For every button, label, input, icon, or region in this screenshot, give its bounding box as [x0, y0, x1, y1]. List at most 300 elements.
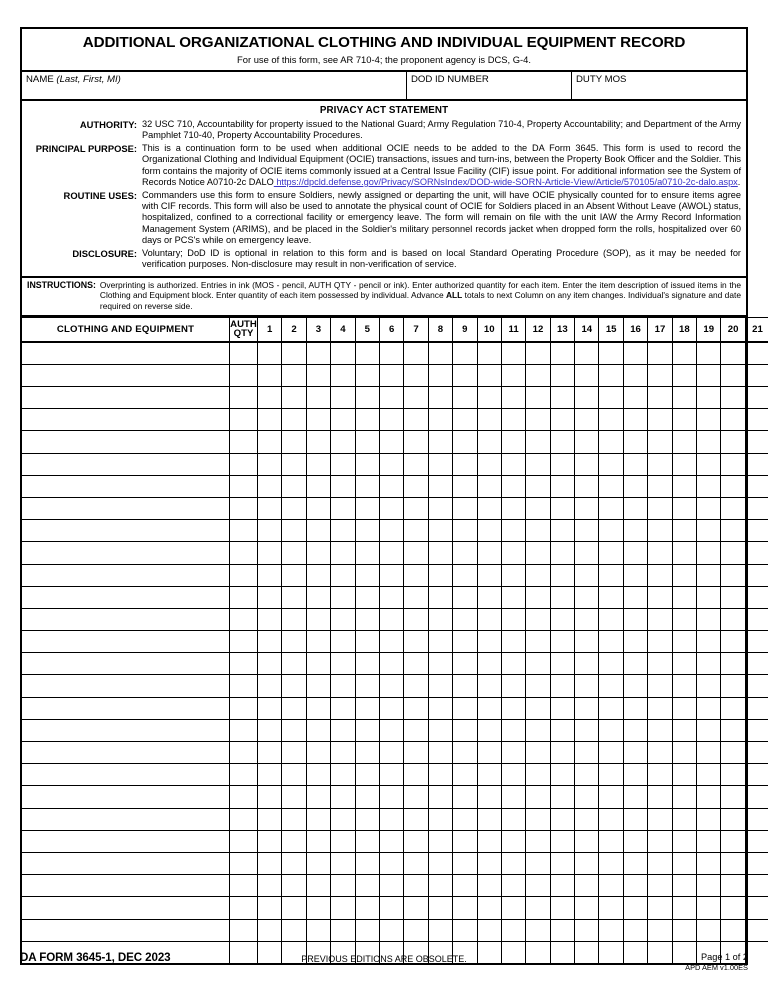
cell-column-8[interactable]: [428, 542, 452, 564]
cell-column-3[interactable]: [306, 497, 330, 519]
cell-column-16[interactable]: [623, 342, 647, 365]
cell-item-description[interactable]: [22, 675, 230, 697]
cell-column-6[interactable]: [379, 631, 403, 653]
cell-column-4[interactable]: [331, 564, 355, 586]
cell-column-12[interactable]: [526, 675, 550, 697]
cell-column-1[interactable]: [258, 497, 282, 519]
cell-column-21[interactable]: [745, 631, 768, 653]
cell-column-19[interactable]: [697, 453, 721, 475]
cell-column-4[interactable]: [331, 719, 355, 741]
cell-column-8[interactable]: [428, 364, 452, 386]
cell-column-7[interactable]: [404, 830, 428, 852]
cell-column-11[interactable]: [501, 786, 525, 808]
cell-column-12[interactable]: [526, 764, 550, 786]
table-row[interactable]: [22, 497, 768, 519]
cell-column-3[interactable]: [306, 719, 330, 741]
cell-column-17[interactable]: [648, 564, 672, 586]
cell-column-2[interactable]: [282, 653, 306, 675]
cell-column-10[interactable]: [477, 631, 501, 653]
cell-column-1[interactable]: [258, 475, 282, 497]
cell-column-13[interactable]: [550, 409, 574, 431]
cell-column-17[interactable]: [648, 631, 672, 653]
cell-column-20[interactable]: [721, 475, 745, 497]
table-row[interactable]: [22, 387, 768, 409]
cell-column-14[interactable]: [575, 608, 599, 630]
cell-column-3[interactable]: [306, 830, 330, 852]
cell-column-7[interactable]: [404, 586, 428, 608]
cell-column-13[interactable]: [550, 786, 574, 808]
cell-auth-qty[interactable]: [230, 475, 258, 497]
cell-column-14[interactable]: [575, 808, 599, 830]
cell-column-8[interactable]: [428, 497, 452, 519]
cell-column-9[interactable]: [453, 520, 477, 542]
cell-auth-qty[interactable]: [230, 364, 258, 386]
cell-column-11[interactable]: [501, 830, 525, 852]
cell-column-21[interactable]: [745, 497, 768, 519]
cell-column-8[interactable]: [428, 852, 452, 874]
cell-column-19[interactable]: [697, 586, 721, 608]
cell-auth-qty[interactable]: [230, 653, 258, 675]
cell-column-6[interactable]: [379, 897, 403, 919]
cell-column-9[interactable]: [453, 653, 477, 675]
cell-column-2[interactable]: [282, 453, 306, 475]
cell-column-19[interactable]: [697, 608, 721, 630]
cell-column-6[interactable]: [379, 875, 403, 897]
cell-column-4[interactable]: [331, 631, 355, 653]
cell-column-17[interactable]: [648, 764, 672, 786]
cell-column-2[interactable]: [282, 497, 306, 519]
cell-column-4[interactable]: [331, 875, 355, 897]
cell-column-16[interactable]: [623, 387, 647, 409]
cell-column-17[interactable]: [648, 697, 672, 719]
cell-column-6[interactable]: [379, 742, 403, 764]
cell-column-8[interactable]: [428, 453, 452, 475]
cell-column-9[interactable]: [453, 742, 477, 764]
cell-column-5[interactable]: [355, 475, 379, 497]
cell-column-17[interactable]: [648, 897, 672, 919]
cell-column-8[interactable]: [428, 919, 452, 941]
cell-column-7[interactable]: [404, 608, 428, 630]
cell-column-3[interactable]: [306, 387, 330, 409]
cell-column-3[interactable]: [306, 631, 330, 653]
cell-column-18[interactable]: [672, 742, 696, 764]
cell-column-19[interactable]: [697, 786, 721, 808]
cell-column-21[interactable]: [745, 431, 768, 453]
cell-column-7[interactable]: [404, 875, 428, 897]
cell-auth-qty[interactable]: [230, 852, 258, 874]
cell-column-2[interactable]: [282, 542, 306, 564]
cell-column-8[interactable]: [428, 697, 452, 719]
cell-column-13[interactable]: [550, 431, 574, 453]
cell-item-description[interactable]: [22, 409, 230, 431]
cell-column-19[interactable]: [697, 364, 721, 386]
cell-column-21[interactable]: [745, 608, 768, 630]
cell-column-3[interactable]: [306, 431, 330, 453]
cell-auth-qty[interactable]: [230, 431, 258, 453]
table-row[interactable]: [22, 586, 768, 608]
cell-column-3[interactable]: [306, 364, 330, 386]
cell-item-description[interactable]: [22, 697, 230, 719]
cell-column-8[interactable]: [428, 631, 452, 653]
cell-column-16[interactable]: [623, 852, 647, 874]
cell-column-3[interactable]: [306, 542, 330, 564]
cell-column-8[interactable]: [428, 875, 452, 897]
cell-column-10[interactable]: [477, 520, 501, 542]
cell-item-description[interactable]: [22, 742, 230, 764]
cell-column-4[interactable]: [331, 675, 355, 697]
cell-column-10[interactable]: [477, 364, 501, 386]
cell-column-21[interactable]: [745, 941, 768, 963]
cell-column-14[interactable]: [575, 653, 599, 675]
cell-column-21[interactable]: [745, 675, 768, 697]
cell-column-1[interactable]: [258, 675, 282, 697]
cell-column-14[interactable]: [575, 830, 599, 852]
cell-column-12[interactable]: [526, 342, 550, 365]
cell-column-2[interactable]: [282, 875, 306, 897]
cell-column-4[interactable]: [331, 653, 355, 675]
cell-column-11[interactable]: [501, 364, 525, 386]
table-row[interactable]: [22, 564, 768, 586]
cell-column-9[interactable]: [453, 919, 477, 941]
cell-column-6[interactable]: [379, 808, 403, 830]
cell-auth-qty[interactable]: [230, 542, 258, 564]
cell-column-15[interactable]: [599, 475, 623, 497]
cell-column-10[interactable]: [477, 497, 501, 519]
cell-column-3[interactable]: [306, 520, 330, 542]
cell-column-3[interactable]: [306, 453, 330, 475]
cell-column-5[interactable]: [355, 653, 379, 675]
cell-column-5[interactable]: [355, 852, 379, 874]
cell-column-6[interactable]: [379, 497, 403, 519]
cell-column-19[interactable]: [697, 631, 721, 653]
cell-column-19[interactable]: [697, 409, 721, 431]
cell-item-description[interactable]: [22, 875, 230, 897]
cell-column-14[interactable]: [575, 387, 599, 409]
cell-column-21[interactable]: [745, 364, 768, 386]
cell-column-17[interactable]: [648, 453, 672, 475]
cell-item-description[interactable]: [22, 342, 230, 365]
cell-column-11[interactable]: [501, 808, 525, 830]
cell-column-1[interactable]: [258, 830, 282, 852]
cell-column-21[interactable]: [745, 564, 768, 586]
cell-column-11[interactable]: [501, 520, 525, 542]
cell-column-1[interactable]: [258, 564, 282, 586]
cell-column-7[interactable]: [404, 742, 428, 764]
table-row[interactable]: [22, 675, 768, 697]
cell-column-2[interactable]: [282, 852, 306, 874]
cell-item-description[interactable]: [22, 431, 230, 453]
cell-column-15[interactable]: [599, 897, 623, 919]
cell-column-15[interactable]: [599, 697, 623, 719]
cell-column-16[interactable]: [623, 719, 647, 741]
cell-column-9[interactable]: [453, 586, 477, 608]
cell-column-4[interactable]: [331, 897, 355, 919]
cell-column-16[interactable]: [623, 497, 647, 519]
cell-column-10[interactable]: [477, 897, 501, 919]
cell-column-16[interactable]: [623, 653, 647, 675]
cell-column-10[interactable]: [477, 742, 501, 764]
cell-column-9[interactable]: [453, 497, 477, 519]
table-row[interactable]: [22, 875, 768, 897]
cell-column-12[interactable]: [526, 742, 550, 764]
cell-column-10[interactable]: [477, 764, 501, 786]
table-row[interactable]: [22, 653, 768, 675]
cell-column-11[interactable]: [501, 387, 525, 409]
cell-column-2[interactable]: [282, 409, 306, 431]
cell-column-7[interactable]: [404, 675, 428, 697]
cell-auth-qty[interactable]: [230, 897, 258, 919]
cell-column-3[interactable]: [306, 742, 330, 764]
cell-column-20[interactable]: [721, 919, 745, 941]
cell-column-19[interactable]: [697, 475, 721, 497]
cell-column-9[interactable]: [453, 852, 477, 874]
cell-auth-qty[interactable]: [230, 919, 258, 941]
cell-column-11[interactable]: [501, 852, 525, 874]
cell-column-17[interactable]: [648, 497, 672, 519]
cell-column-10[interactable]: [477, 852, 501, 874]
cell-column-4[interactable]: [331, 764, 355, 786]
cell-column-1[interactable]: [258, 409, 282, 431]
cell-auth-qty[interactable]: [230, 453, 258, 475]
cell-column-14[interactable]: [575, 786, 599, 808]
cell-column-4[interactable]: [331, 409, 355, 431]
cell-column-15[interactable]: [599, 742, 623, 764]
cell-column-20[interactable]: [721, 520, 745, 542]
cell-column-18[interactable]: [672, 897, 696, 919]
cell-column-20[interactable]: [721, 719, 745, 741]
cell-column-4[interactable]: [331, 453, 355, 475]
cell-column-13[interactable]: [550, 897, 574, 919]
cell-column-6[interactable]: [379, 342, 403, 365]
cell-column-6[interactable]: [379, 852, 403, 874]
cell-column-10[interactable]: [477, 453, 501, 475]
cell-auth-qty[interactable]: [230, 764, 258, 786]
cell-column-7[interactable]: [404, 719, 428, 741]
cell-column-11[interactable]: [501, 764, 525, 786]
cell-column-7[interactable]: [404, 564, 428, 586]
cell-column-9[interactable]: [453, 364, 477, 386]
cell-column-16[interactable]: [623, 586, 647, 608]
cell-column-13[interactable]: [550, 542, 574, 564]
cell-column-20[interactable]: [721, 786, 745, 808]
cell-column-9[interactable]: [453, 830, 477, 852]
cell-column-9[interactable]: [453, 897, 477, 919]
cell-column-20[interactable]: [721, 497, 745, 519]
cell-column-20[interactable]: [721, 608, 745, 630]
cell-column-5[interactable]: [355, 786, 379, 808]
cell-column-15[interactable]: [599, 764, 623, 786]
cell-column-18[interactable]: [672, 453, 696, 475]
cell-column-9[interactable]: [453, 475, 477, 497]
cell-column-3[interactable]: [306, 897, 330, 919]
cell-column-8[interactable]: [428, 520, 452, 542]
cell-column-7[interactable]: [404, 764, 428, 786]
cell-column-2[interactable]: [282, 342, 306, 365]
cell-column-15[interactable]: [599, 675, 623, 697]
cell-column-6[interactable]: [379, 608, 403, 630]
cell-column-13[interactable]: [550, 919, 574, 941]
cell-column-6[interactable]: [379, 919, 403, 941]
cell-column-16[interactable]: [623, 875, 647, 897]
cell-column-17[interactable]: [648, 387, 672, 409]
cell-column-12[interactable]: [526, 564, 550, 586]
cell-column-7[interactable]: [404, 897, 428, 919]
cell-column-11[interactable]: [501, 653, 525, 675]
cell-column-20[interactable]: [721, 852, 745, 874]
cell-column-2[interactable]: [282, 520, 306, 542]
cell-column-6[interactable]: [379, 830, 403, 852]
cell-column-8[interactable]: [428, 586, 452, 608]
cell-column-6[interactable]: [379, 586, 403, 608]
cell-column-3[interactable]: [306, 808, 330, 830]
cell-column-13[interactable]: [550, 520, 574, 542]
cell-column-13[interactable]: [550, 364, 574, 386]
cell-column-14[interactable]: [575, 852, 599, 874]
cell-column-1[interactable]: [258, 786, 282, 808]
cell-column-7[interactable]: [404, 631, 428, 653]
cell-column-21[interactable]: [745, 475, 768, 497]
cell-column-13[interactable]: [550, 697, 574, 719]
cell-column-21[interactable]: [745, 387, 768, 409]
cell-column-5[interactable]: [355, 342, 379, 365]
cell-column-2[interactable]: [282, 697, 306, 719]
cell-column-16[interactable]: [623, 564, 647, 586]
cell-column-2[interactable]: [282, 364, 306, 386]
cell-column-6[interactable]: [379, 431, 403, 453]
cell-column-10[interactable]: [477, 586, 501, 608]
cell-column-17[interactable]: [648, 742, 672, 764]
cell-column-5[interactable]: [355, 364, 379, 386]
cell-column-19[interactable]: [697, 653, 721, 675]
cell-column-12[interactable]: [526, 875, 550, 897]
cell-column-1[interactable]: [258, 586, 282, 608]
cell-column-6[interactable]: [379, 786, 403, 808]
cell-column-16[interactable]: [623, 520, 647, 542]
cell-column-7[interactable]: [404, 542, 428, 564]
cell-column-10[interactable]: [477, 830, 501, 852]
cell-column-11[interactable]: [501, 742, 525, 764]
cell-column-17[interactable]: [648, 653, 672, 675]
cell-column-21[interactable]: [745, 919, 768, 941]
cell-column-1[interactable]: [258, 342, 282, 365]
cell-column-9[interactable]: [453, 453, 477, 475]
cell-column-19[interactable]: [697, 742, 721, 764]
cell-column-19[interactable]: [697, 852, 721, 874]
cell-column-5[interactable]: [355, 742, 379, 764]
cell-column-8[interactable]: [428, 564, 452, 586]
cell-column-20[interactable]: [721, 364, 745, 386]
cell-column-12[interactable]: [526, 542, 550, 564]
cell-column-13[interactable]: [550, 830, 574, 852]
cell-column-20[interactable]: [721, 697, 745, 719]
cell-column-8[interactable]: [428, 431, 452, 453]
cell-column-20[interactable]: [721, 675, 745, 697]
cell-column-2[interactable]: [282, 564, 306, 586]
cell-column-7[interactable]: [404, 808, 428, 830]
cell-column-16[interactable]: [623, 631, 647, 653]
cell-column-11[interactable]: [501, 875, 525, 897]
cell-column-6[interactable]: [379, 475, 403, 497]
cell-column-15[interactable]: [599, 608, 623, 630]
cell-column-8[interactable]: [428, 830, 452, 852]
cell-column-2[interactable]: [282, 719, 306, 741]
cell-column-13[interactable]: [550, 742, 574, 764]
cell-column-21[interactable]: [745, 764, 768, 786]
table-row[interactable]: [22, 808, 768, 830]
cell-column-3[interactable]: [306, 675, 330, 697]
cell-column-14[interactable]: [575, 764, 599, 786]
cell-column-16[interactable]: [623, 475, 647, 497]
table-row[interactable]: [22, 742, 768, 764]
cell-column-14[interactable]: [575, 631, 599, 653]
cell-column-15[interactable]: [599, 387, 623, 409]
cell-column-16[interactable]: [623, 742, 647, 764]
cell-column-17[interactable]: [648, 586, 672, 608]
cell-column-12[interactable]: [526, 697, 550, 719]
cell-column-15[interactable]: [599, 564, 623, 586]
cell-column-12[interactable]: [526, 919, 550, 941]
cell-column-20[interactable]: [721, 542, 745, 564]
cell-column-21[interactable]: [745, 453, 768, 475]
cell-column-21[interactable]: [745, 653, 768, 675]
cell-column-20[interactable]: [721, 742, 745, 764]
cell-column-8[interactable]: [428, 675, 452, 697]
cell-column-16[interactable]: [623, 542, 647, 564]
cell-column-1[interactable]: [258, 719, 282, 741]
cell-column-6[interactable]: [379, 364, 403, 386]
cell-column-9[interactable]: [453, 808, 477, 830]
cell-column-5[interactable]: [355, 830, 379, 852]
cell-column-14[interactable]: [575, 875, 599, 897]
cell-column-16[interactable]: [623, 786, 647, 808]
cell-column-1[interactable]: [258, 852, 282, 874]
cell-column-13[interactable]: [550, 764, 574, 786]
cell-column-12[interactable]: [526, 364, 550, 386]
cell-column-18[interactable]: [672, 608, 696, 630]
cell-column-5[interactable]: [355, 586, 379, 608]
cell-column-1[interactable]: [258, 742, 282, 764]
cell-auth-qty[interactable]: [230, 697, 258, 719]
cell-column-10[interactable]: [477, 653, 501, 675]
cell-item-description[interactable]: [22, 919, 230, 941]
cell-auth-qty[interactable]: [230, 608, 258, 630]
cell-column-5[interactable]: [355, 808, 379, 830]
cell-column-4[interactable]: [331, 919, 355, 941]
cell-column-19[interactable]: [697, 875, 721, 897]
cell-column-10[interactable]: [477, 564, 501, 586]
cell-column-18[interactable]: [672, 564, 696, 586]
cell-column-17[interactable]: [648, 919, 672, 941]
cell-column-13[interactable]: [550, 875, 574, 897]
cell-column-21[interactable]: [745, 830, 768, 852]
cell-column-17[interactable]: [648, 475, 672, 497]
cell-column-17[interactable]: [648, 364, 672, 386]
cell-column-16[interactable]: [623, 364, 647, 386]
cell-column-13[interactable]: [550, 852, 574, 874]
table-row[interactable]: [22, 719, 768, 741]
cell-column-14[interactable]: [575, 453, 599, 475]
cell-column-8[interactable]: [428, 608, 452, 630]
cell-column-3[interactable]: [306, 475, 330, 497]
cell-column-20[interactable]: [721, 808, 745, 830]
cell-column-7[interactable]: [404, 697, 428, 719]
cell-item-description[interactable]: [22, 719, 230, 741]
cell-item-description[interactable]: [22, 830, 230, 852]
cell-auth-qty[interactable]: [230, 808, 258, 830]
cell-column-7[interactable]: [404, 786, 428, 808]
cell-column-4[interactable]: [331, 808, 355, 830]
cell-column-10[interactable]: [477, 808, 501, 830]
